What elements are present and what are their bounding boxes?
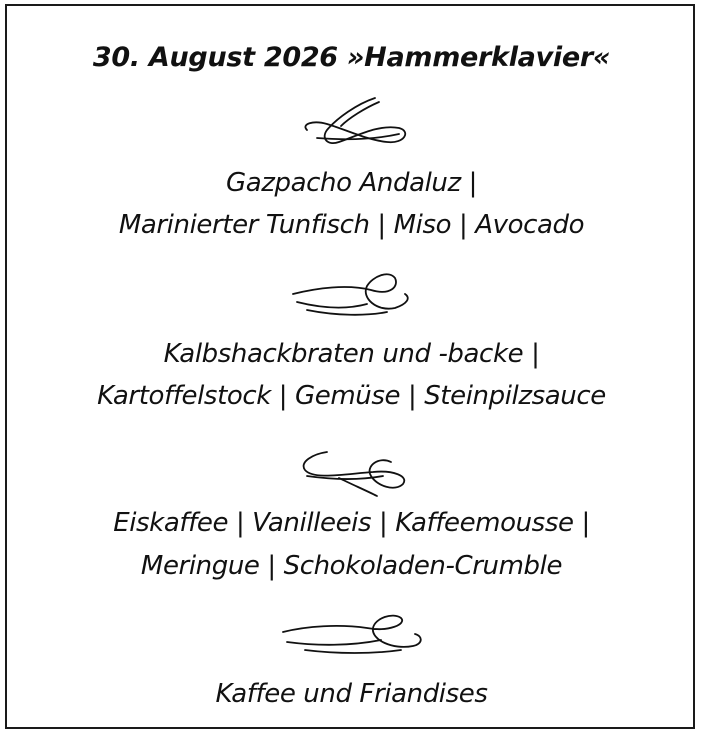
course-2-line-1: Kalbshackbraten und -backe |	[163, 339, 540, 369]
course-2-line-2: Kartoffelstock | Gemüse | Steinpilzsauce	[97, 381, 606, 411]
menu-title: 30. August 2026 »Hammerklavier«	[92, 42, 611, 73]
course-3-line-1: Eiskaffee | Vanilleeis | Kaffeemousse |	[113, 508, 590, 538]
course-3-line-2: Meringue | Schokoladen-Crumble	[140, 551, 563, 581]
flourish-icon	[0, 610, 703, 658]
flourish-icon	[0, 94, 703, 152]
flourish-icon	[0, 268, 703, 320]
flourish-icon	[0, 446, 703, 500]
course-1-line-2: Marinierter Tunfisch | Miso | Avocado	[118, 210, 585, 240]
course-4-line-1: Kaffee und Friandises	[215, 679, 488, 709]
course-1-line-1: Gazpacho Andaluz |	[226, 168, 477, 198]
